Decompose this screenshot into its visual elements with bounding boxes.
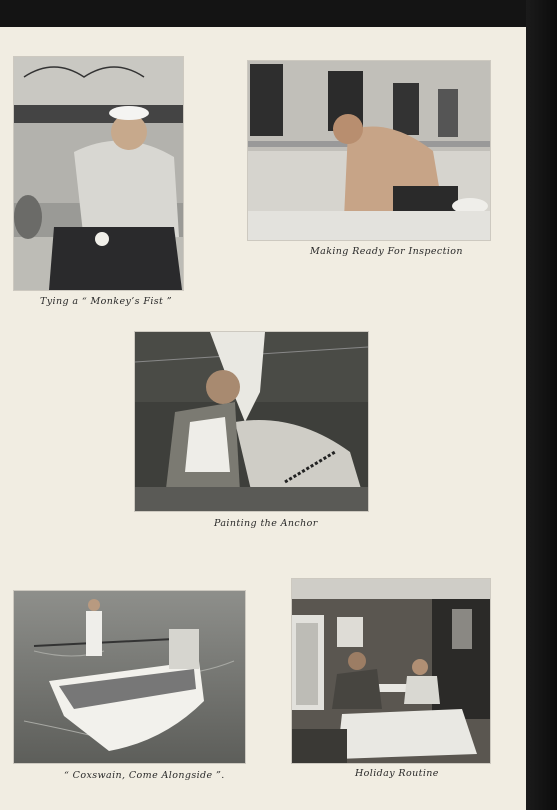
caption-holiday: Holiday Routine [355, 768, 439, 779]
caption-coxswain: “ Coxswain, Come Alongside ”. [64, 770, 225, 781]
caption-anchor: Painting the Anchor [214, 518, 318, 529]
photo-coxswain [14, 591, 245, 763]
photo-inspection [248, 61, 490, 240]
caption-inspection: Making Ready For Inspection [310, 246, 463, 257]
page-edge [526, 0, 557, 810]
photo-holiday [292, 579, 490, 763]
caption-monkeys-fist: Tying a “ Monkey’s Fist ” [40, 296, 172, 307]
photo-anchor [135, 332, 368, 511]
photo-monkeys-fist [14, 57, 183, 290]
